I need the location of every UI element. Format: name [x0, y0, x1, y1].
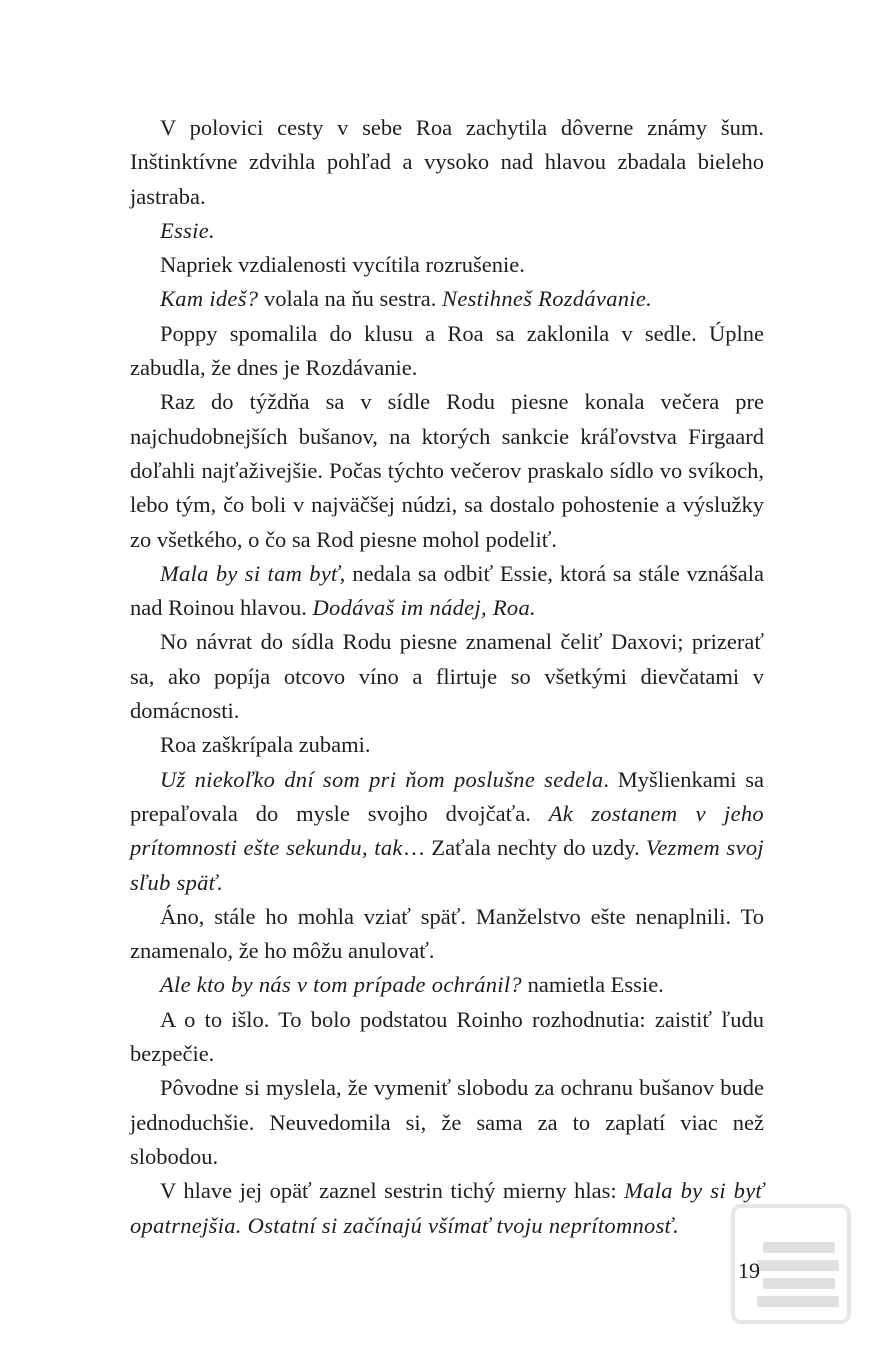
text-run: V polovici cesty v sebe Roa zachytila dôverne známy šum. Inštinktívne zdvihla pohľad a vysoko nad hlavou zbadala bieleho jastraba.: [130, 115, 764, 209]
paragraph: [130, 248, 764, 282]
text-run: volala na ňu sestra.: [258, 286, 443, 312]
paragraph: [130, 1071, 764, 1174]
italic-text-run: Kam ideš?: [160, 286, 259, 312]
text-run: V hlave jej opäť zaznel sestrin tichý mierny hlas:: [160, 1178, 625, 1204]
text-run: … Zaťala nechty do uzdy.: [402, 835, 646, 861]
italic-text-run: Už niekoľko dní som pri ňom poslušne sedela: [160, 766, 604, 792]
paragraph: [130, 728, 764, 762]
text-run: Raz do týždňa sa v sídle Rodu piesne konala večera pre najchudobnejších bušanov, na ktorých sankcie kráľovstva Firgaard doľahli najťaživejšie. Počas týchto večerov praskalo sídlo vo svíkoch, lebo tým, čo boli v najväčšej núdzi, sa dostalo pohostenie a výslužky zo všetkého, o čo sa Rod piesne mohol podeliť.: [130, 389, 764, 552]
page-number: 19: [738, 1258, 760, 1283]
text-run: A o to išlo. To bolo podstatou Roinho rozhodnutia: zaistiť ľudu bezpečie.: [130, 1006, 764, 1067]
italic-text-run: Dodávaš im nádej, Roa.: [312, 595, 536, 621]
text-run: Poppy spomalila do klusu a Roa sa zaklonila v sedle. Úplne zabudla, že dnes je Rozdávanie.: [130, 320, 764, 381]
paragraph: [130, 1003, 764, 1072]
paragraph: [130, 557, 764, 626]
paragraph: [130, 900, 764, 969]
body-text: [130, 111, 764, 1243]
italic-text-run: Mala by si byť opatrnejšia. Ostatní si začínajú všímať tvoju neprítomnosť.: [130, 1178, 765, 1238]
text-run: nedala sa odbiť Essie, ktorá sa stále vznášala nad Roinou hlavou.: [130, 560, 764, 621]
paragraph: [130, 111, 764, 214]
text-run: Roa zaškrípala zubami.: [160, 732, 371, 758]
paragraph: [130, 968, 764, 1002]
paragraph: [130, 214, 764, 248]
text-run: . Myšlienkami sa prepaľovala do mysle svojho dvojčaťa.: [130, 766, 764, 826]
text-run: Áno, stále ho mohla vziať späť. Manželstvo ešte nenaplnili. To znamenalo, že ho môžu anulovať.: [130, 903, 764, 964]
paragraph: [130, 1174, 764, 1243]
text-run: namietla Essie.: [521, 972, 664, 998]
paragraph: [130, 385, 764, 556]
paragraph: [130, 282, 764, 316]
paragraph: [130, 625, 764, 728]
text-run: No návrat do sídla Rodu piesne znamenal čeliť Daxovi; prizerať sa, ako popíja otcovo víno a flirtuje so všetkými dievčatami v domácnosti.: [130, 629, 764, 724]
text-run: Napriek vzdialenosti vycítila rozrušenie.: [160, 252, 525, 278]
paragraph: [130, 317, 764, 386]
paragraph: [130, 763, 764, 900]
italic-text-run: Essie.: [160, 217, 215, 243]
italic-text-run: Ale kto by nás v tom prípade ochránil?: [160, 972, 522, 998]
italic-text-run: Vezmem svoj sľub späť.: [130, 835, 764, 895]
italic-text-run: Nestihneš Rozdávanie.: [442, 286, 653, 312]
text-run: Pôvodne si myslela, že vymeniť slobodu za ochranu bušanov bude jednoduchšie. Neuvedomila si, že sama za to zaplatí viac než slobodou.: [130, 1075, 764, 1169]
italic-text-run: Ak zostanem v jeho prítomnosti ešte sekundu, tak: [130, 800, 764, 861]
italic-text-run: Mala by si tam byť,: [160, 560, 346, 586]
